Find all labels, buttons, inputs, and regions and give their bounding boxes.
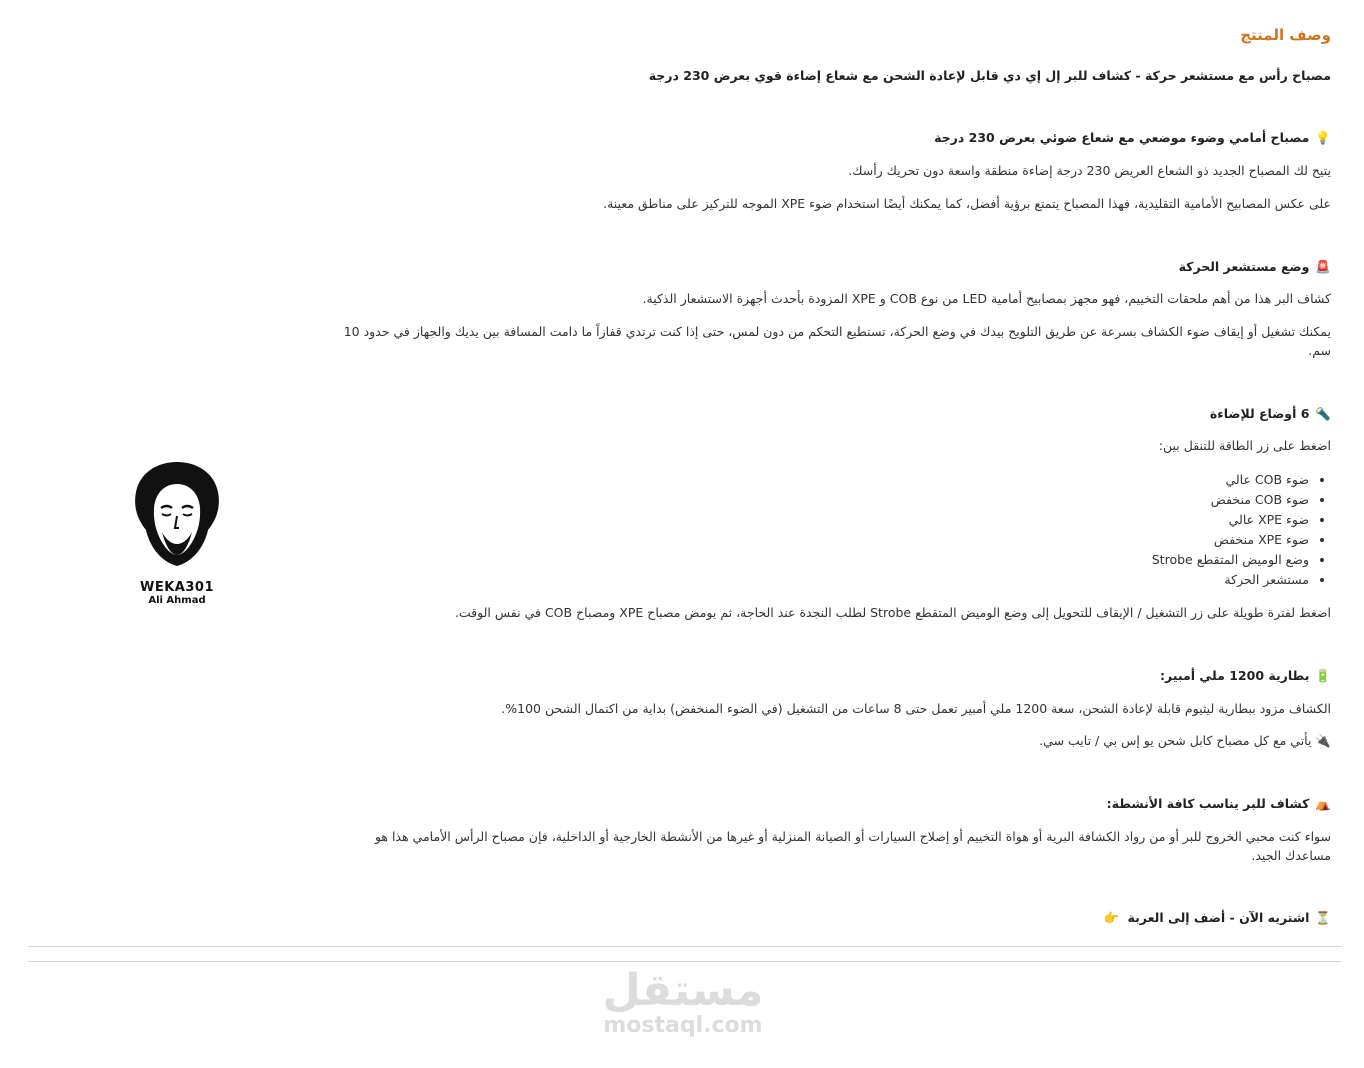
paragraph: الكشاف مزود ببطارية ليثيوم قابلة لإعادة الشحن، سعة 1200 ملي أمبير تعمل حتى 8 ساعات من التشغيل (في الضوء المنخفض) بداية من اكتمال الشحن 100%. [501, 700, 1331, 716]
tent-icon: ⛺ [1315, 796, 1331, 811]
section-heading-text: مصباح أمامي وضوء موضعي مع شعاع ضوئي بعرض 230 درجة [934, 130, 1310, 146]
divider [28, 946, 1341, 947]
watermark-latin: mostaql.com [603, 1013, 763, 1038]
paragraph: سواء كنت محبي الخروج للبر أو من رواد الكشافة البرية أو هواة التخييم أو إصلاح السيارات أو الصيانة المنزلية أو غيرها من الأنشطة الخارجية أو الداخلية، فإن مصباح الرأس الأمامي هذا هو مساعدك الجيد. [374, 828, 1331, 863]
section-heading-motion [330, 258, 1331, 277]
siren-icon: 🚨 [1315, 258, 1331, 274]
hourglass-icon: ⏳ [1315, 910, 1331, 926]
section-heading-battery [330, 667, 1331, 686]
mostaql-watermark [598, 965, 768, 1038]
product-subtitle: مصباح رأس مع مستشعر حركة - كشاف للبر إل إي دي قابل لإعادة الشحن مع شعاع إضاءة قوي بعرض 230 درجة [648, 67, 1331, 83]
flashlight-icon: 🔦 [1315, 405, 1331, 421]
divider [28, 961, 1341, 962]
list-item: • وضع الوميض المتقطع Strobe [330, 550, 1309, 570]
description-title: وصف المنتج [1240, 26, 1331, 44]
paragraph: يمكنك تشغيل أو إيقاف ضوء الكشاف بسرعة عن طريق التلويح بيدك في وضع الحركة، تستطيع التحكم من دون لمس، حتى إذا كنت ترتدي قفازاً ما دامت المسافة بين يديك والجهاز في حدود 10 سم. [343, 324, 1331, 358]
paragraph: اضغط لفترة طويلة على زر التشغيل / الإيقاف للتحويل إلى وضع الوميض المتقطع Strobe لطلب النجدة عند الحاجة، ثم يومض مصباح XPE ومصباح COB في نفس الوقت. [454, 605, 1331, 620]
watermark-arabic: مستقل [602, 965, 764, 1016]
product-description [330, 24, 1331, 942]
author-avatar [128, 458, 226, 606]
list-item: • ضوء XPE عالي [330, 510, 1309, 530]
battery-icon: 🔋 [1315, 667, 1331, 683]
cta-text: اشتريه الآن - أضف إلى العربة [1127, 910, 1310, 926]
author-portrait-icon [128, 458, 226, 574]
list-item: • ضوء COB منخفض [330, 490, 1309, 510]
light-bulb-icon: 💡 [1315, 130, 1331, 146]
list-item: • مستشعر الحركة [330, 570, 1309, 590]
section-heading-text: كشاف للبر يناسب كافة الأنشطة: [1106, 796, 1310, 811]
author-nickname: WEKA301 [140, 580, 214, 595]
paragraph: 🔌 يأتي مع كل مصباح كابل شحن يو إس بي / تايب سي. [1039, 733, 1331, 749]
section-heading-activities [330, 795, 1331, 814]
list-item: • ضوء XPE منخفض [330, 530, 1309, 550]
paragraph: على عكس المصابيح الأمامية التقليدية، فهذا المصباح يتمتع برؤية أفضل، كما يمكنك أيضًا استخدام ضوء XPE الموجه للتركيز على مناطق معينة. [603, 195, 1331, 211]
modes-intro: اضغط على زر الطاقة للتنقل بين: [1158, 438, 1331, 454]
paragraph: كشاف البر هذا من أهم ملحقات التخييم، فهو مجهز بمصابيح أمامية LED من نوع COB و XPE المزودة بأحدث أجهزة الاستشعار الذكية. [642, 291, 1331, 307]
section-heading-text: 6 أوضاع للإضاءة [1209, 405, 1310, 421]
pointing-hand-icon: 👉 [1103, 910, 1120, 926]
lighting-modes-list [330, 470, 1331, 590]
paragraph: يتيح لك المصباح الجديد ذو الشعاع العريض 230 درجة إضاءة منطقة واسعة دون تحريك رأسك. [848, 163, 1331, 178]
section-heading-beam [330, 129, 1331, 148]
list-item: • ضوء COB عالي [330, 470, 1309, 490]
section-heading-text: بطارية 1200 ملي أمبير: [1160, 667, 1310, 683]
author-name: Ali Ahmad [148, 595, 206, 606]
call-to-action [330, 909, 1331, 928]
section-heading-text: وضع مستشعر الحركة [1178, 258, 1310, 274]
section-heading-modes [330, 405, 1331, 424]
